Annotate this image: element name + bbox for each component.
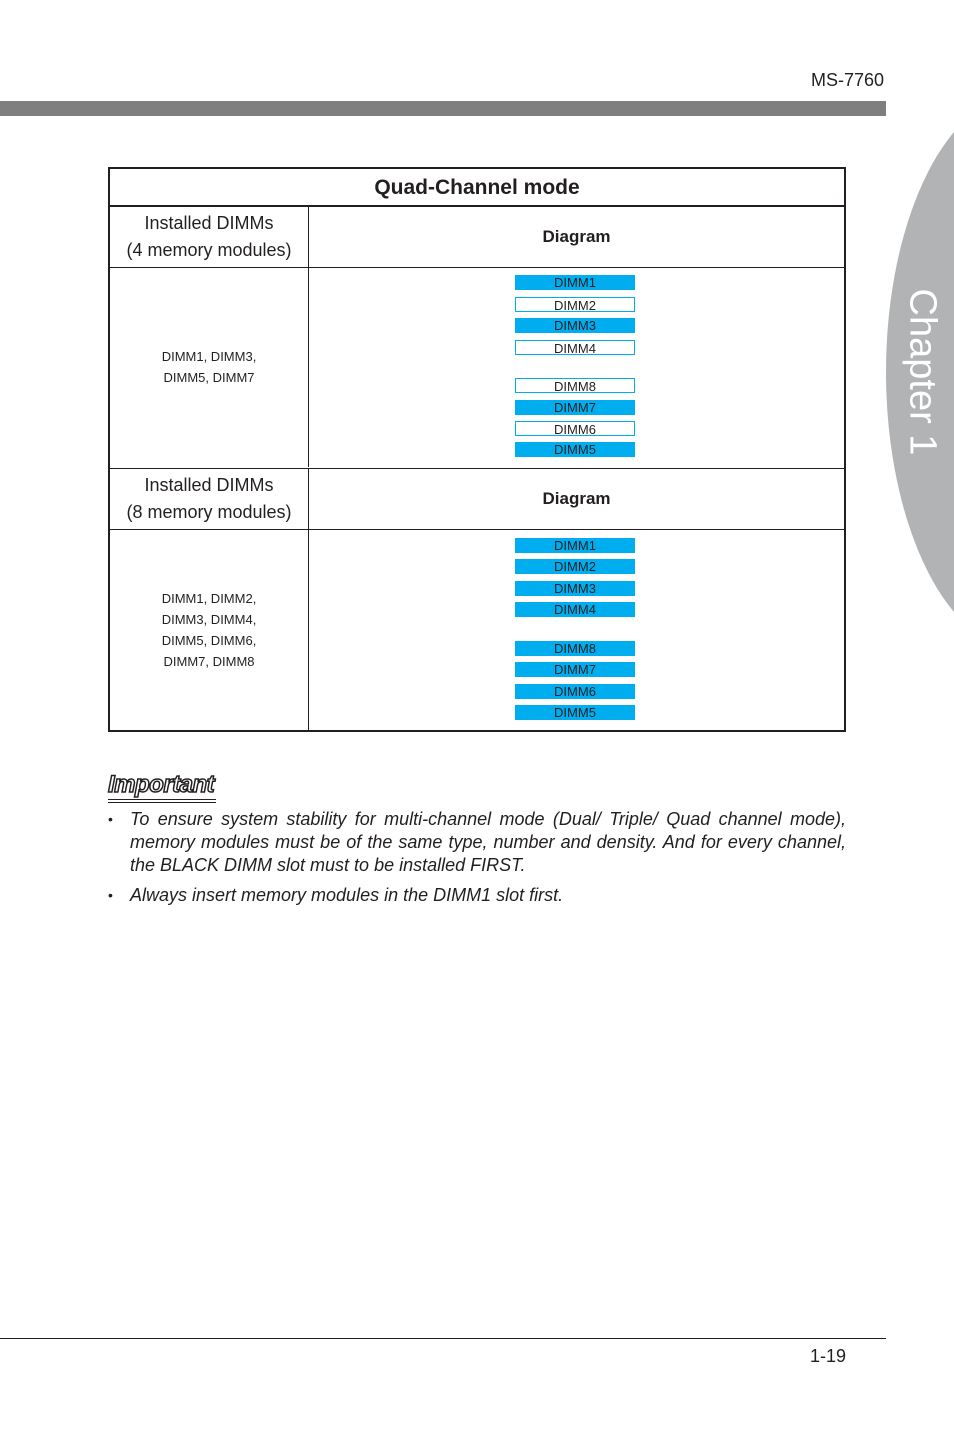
- header-bar: [0, 101, 886, 116]
- dimm-slot: DIMM8: [515, 378, 635, 393]
- important-underline: [108, 799, 216, 800]
- module-count-label: (4 memory modules): [126, 240, 292, 260]
- slots-line: DIMM1, DIMM3,: [161, 349, 257, 364]
- model-number: MS-7760: [810, 70, 884, 90]
- dimm-slot: DIMM1: [515, 538, 635, 553]
- quad-channel-table: [108, 167, 846, 732]
- dimm-slot: DIMM3: [515, 581, 635, 596]
- populated-slots-list: [110, 530, 309, 730]
- diagram-heading: Diagram: [542, 489, 611, 508]
- important-underline: [108, 802, 216, 803]
- slots-line: DIMM5, DIMM7: [163, 370, 255, 385]
- dimm-slot: DIMM6: [515, 421, 635, 436]
- section-body-8-modules: [110, 530, 844, 730]
- installed-label: Installed DIMMs: [144, 475, 274, 495]
- populated-slots-list: [110, 267, 309, 467]
- dimm-slot: DIMM2: [515, 297, 635, 312]
- table-title: Quad-Channel mode: [110, 169, 844, 207]
- page-number: 1-19: [809, 1346, 846, 1366]
- section-header-4-modules: [110, 207, 844, 268]
- dimm-slot: DIMM5: [515, 705, 635, 720]
- important-heading: Important: [108, 771, 215, 798]
- dimm-slot: DIMM8: [515, 641, 635, 656]
- installed-dimms-cell: [110, 469, 309, 529]
- dimm-slot: DIMM4: [515, 340, 635, 355]
- installed-dimms-cell: [110, 207, 309, 267]
- slots-line: DIMM5, DIMM6,: [161, 633, 257, 648]
- diagram-heading: Diagram: [542, 227, 611, 246]
- footer-rule: [0, 1338, 886, 1339]
- dimm-slot: DIMM1: [515, 275, 635, 290]
- dimm-slot: DIMM7: [515, 662, 635, 677]
- module-count-label: (8 memory modules): [126, 502, 292, 522]
- dimm-slot: DIMM7: [515, 400, 635, 415]
- dimm-slot: DIMM4: [515, 602, 635, 617]
- dimm-slot: DIMM6: [515, 684, 635, 699]
- section-header-8-modules: [110, 468, 844, 530]
- slots-line: DIMM3, DIMM4,: [161, 612, 257, 627]
- section-body-4-modules: [110, 267, 844, 467]
- installed-label: Installed DIMMs: [144, 213, 274, 233]
- dimm-slot: DIMM5: [515, 442, 635, 457]
- slots-line: DIMM1, DIMM2,: [161, 591, 257, 606]
- dimm-slot: DIMM2: [515, 559, 635, 574]
- chapter-label: Chapter 1: [901, 288, 944, 456]
- important-notes: [108, 808, 846, 914]
- dimm-slot: DIMM3: [515, 318, 635, 333]
- slots-line: DIMM7, DIMM8: [163, 654, 255, 669]
- note-item: • Always insert memory modules in the DIMM1 slot first.: [108, 884, 846, 907]
- note-item: • To ensure system stability for multi-channel mode (Dual/ Triple/ Quad channel mode), memory modules must be of the same type, number and density. And for every channel, the BLACK DIMM slot must to be installed FIRST.: [108, 808, 846, 877]
